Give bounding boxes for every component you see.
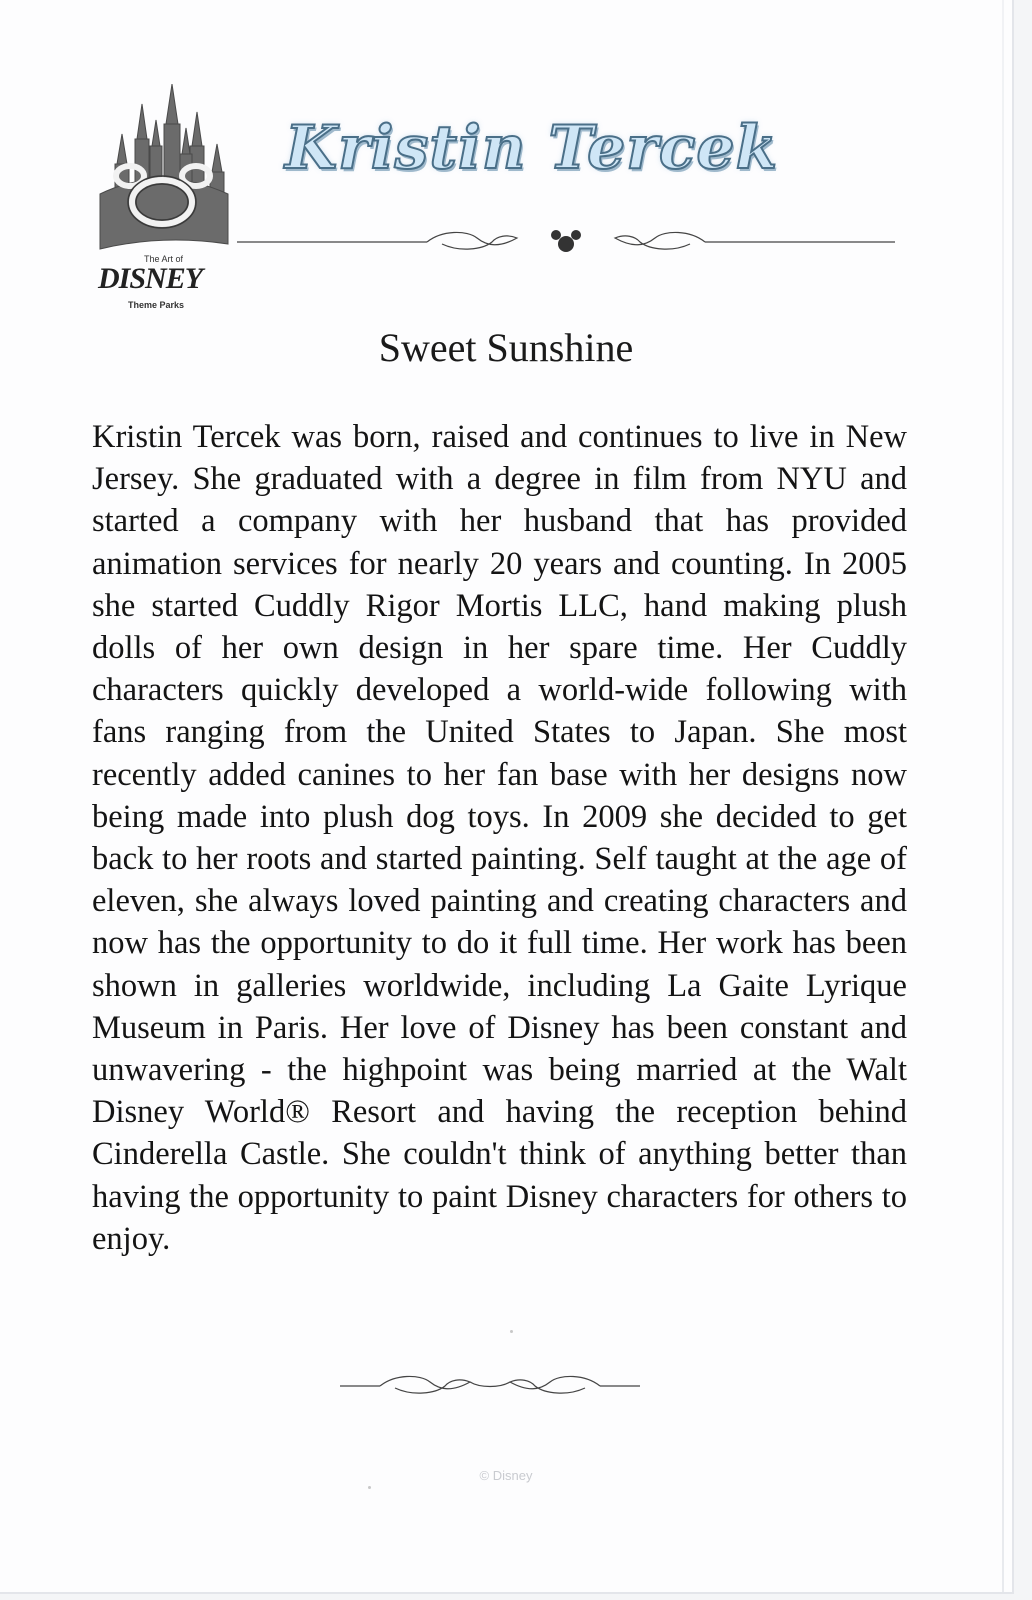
piece-title: Sweet Sunshine bbox=[378, 325, 634, 370]
logo-art-of-text: The Art of bbox=[144, 254, 184, 264]
logo-brand-text: DISNEY bbox=[98, 262, 203, 295]
artist-biography: Kristin Tercek was born, raised and continues to live in New Jersey. She graduated with a degree in film from NYU and started a company with her husband that has provided animation services for nearly 20 years and counting. In 2005 she started Cuddly Rigor Mortis LLC, hand making plush dolls of her own design in her spare time. Her Cuddly characters quickly developed a world-wide following with fans ranging from the United States to Japan. She most recently added canines to her fan base with her designs now being made into plush dog toys. In 2009 she decided to get back to her roots and started painting. Self taught at the age of eleven, she always loved painting and creating characters and now has the opportunity to do it full time. Her work has been shown in galleries worldwide, including La Gaite Lyrique Museum in Paris. Her love of Disney has been constant and unwavering - the highpoint was being married at the Walt Disney World® Resort and having the reception behind Cinderella Castle. She couldn't think of anything better than having the opportunity to paint Disney characters for others to enjoy. bbox=[92, 419, 907, 1257]
flourish-divider-icon bbox=[340, 1368, 640, 1402]
copyright-notice: © Disney bbox=[479, 1468, 533, 1483]
artist-name-heading: Kristin Tercek bbox=[285, 113, 779, 183]
castle-60-logo-icon bbox=[92, 84, 232, 254]
flourish-mickey-divider-icon bbox=[237, 224, 895, 258]
print-speck bbox=[510, 1330, 513, 1333]
logo-subtitle-text: Theme Parks bbox=[128, 300, 185, 310]
print-speck bbox=[368, 1486, 371, 1489]
art-of-disney-logo bbox=[92, 84, 232, 314]
